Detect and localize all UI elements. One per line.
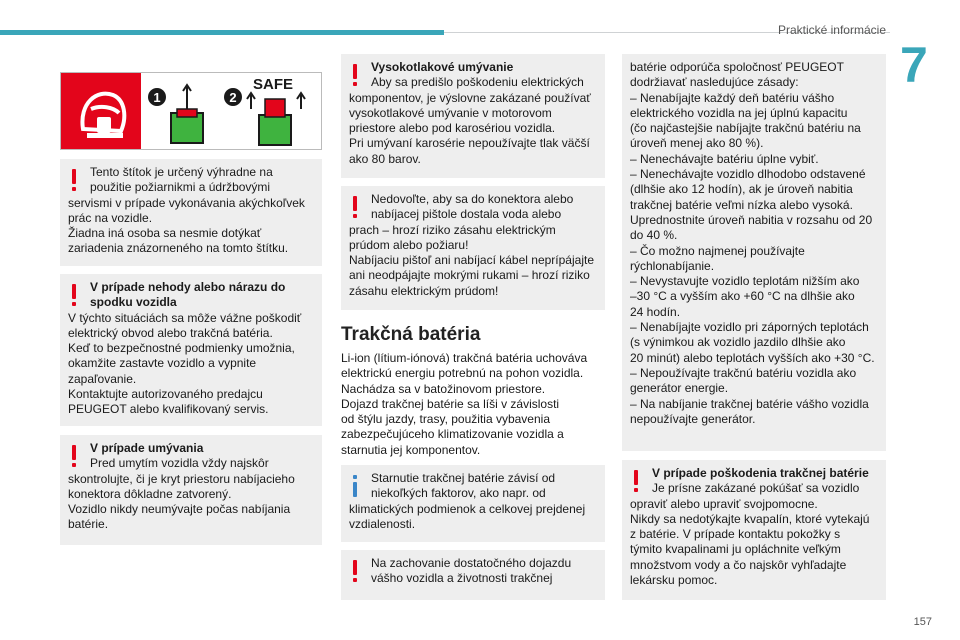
warning-heading: V prípade umývania — [90, 441, 204, 455]
battery-damage-warning-box — [622, 460, 886, 600]
warning-text-rest: batérie odporúča spoločnosť PEUGEOT dodržiavať nasledujúce zásady: – Nenabíjajte každý deň batériu vášho elektrického vozidla na jej úplnú kapacitu (čo najčastejšie nabíjajte trakčnú batériu na úroveň menej ako 80 %). – Nenechávajte batériu úplne vybiť. – Nenechávajte vozidlo dlhodobo odstavené (dlhšie ako 12 hodín), ak je úroveň nabitia trakčnej batérie veľmi nízka alebo vysoká. Uprednostnite úroveň nabitia v rozsahu od 20 do 40 %. – Čo možno najmenej používajte rýchlonabíjanie. – Nevystavujte vozidlo teplotám nižším ako –30 °C a vyšším ako +60 °C na dlhšie ako 24 hodín. – Nenabíjajte vozidlo pri záporných teplotách (s výnimkou ak vozidlo jazdilo dlhšie ako 20 minút) alebo teplotách vyšších ako +30 °C. – Nepoužívajte trakčnú batériu vozidla ako generátor energie. – Na nabíjanie trakčnej batérie vášho vozidla nepoužívajte generátor. — [630, 60, 875, 426]
firefighter-helmet-icon — [61, 73, 141, 150]
warning-text-rest: skontrolujte, či je kryt priestoru nabíjacieho konektora dôkladne zatvorený. Vozidlo nikdy neumývajte počas nabíjania batérie. — [68, 471, 295, 532]
firefighter-helmet-panel — [61, 73, 141, 150]
battery-care-warning-box — [341, 550, 605, 600]
figure-safe-label: SAFE — [252, 76, 294, 93]
warning-icon — [352, 196, 359, 218]
header-accent-bar — [0, 30, 444, 35]
warning-text-first: Tento štítok je určený výhradne na použitie požiarnikmi a údržbovými — [90, 165, 273, 195]
info-icon — [352, 475, 359, 497]
connector-water-warning-box — [341, 186, 605, 310]
warning-text-first: Nedovoľte, aby sa do konektora alebo nabíjacej pištole dostala voda alebo — [371, 192, 574, 222]
warning-text-first: Pred umytím vozidla vždy najskôr — [90, 456, 269, 471]
warning-text-rest: opraviť alebo upraviť svojpomocne. Nikdy sa nedotýkajte kvapalín, ktoré vytekajú z batérie. V prípade kontaktu pokožky s týmito kvapalinami ju opláchnite veľkým množstvom vody a čo najskôr vyhľadajte lekársku pomoc. — [630, 496, 870, 588]
warning-heading: V prípade poškodenia trakčnej batérie — [652, 466, 869, 480]
warning-icon — [633, 470, 640, 492]
pressure-wash-warning-box — [341, 54, 605, 178]
warning-text-first: Je prísne zakázané pokúšať sa vozidlo — [652, 481, 860, 496]
warning-text-first: Aby sa predišlo poškodeniu elektrických — [371, 75, 584, 90]
info-text-first: Starnutie trakčnej batérie závisí od niekoľkých faktorov, ako napr. od — [371, 471, 556, 501]
firefighter-label-figure — [60, 72, 322, 150]
info-text-rest: klimatických podmienok a celkovej prejdenej vzdialenosti. — [349, 501, 586, 531]
warning-text-rest: komponentov, je výslovne zakázané používať vysokotlakové umývanie v motorovom priestore alebo pod karosériou vozidla. Pri umývaní karosérie nepoužívajte tlak väčší ako 80 barov. — [349, 90, 591, 166]
firefighter-warning-box — [60, 159, 322, 266]
section-title: Trakčná batéria — [341, 324, 481, 345]
connector-diagram-icon — [143, 73, 322, 150]
warning-heading: Vysokotlakové umývanie — [371, 60, 514, 74]
washing-warning-box — [60, 435, 322, 545]
warning-heading: V prípade nehody alebo nárazu do spodku vozidla — [90, 280, 286, 310]
warning-text-rest: V týchto situáciách sa môže vážne poškodiť elektrický obvod alebo trakčná batéria. Keď to bezpečnostné podmienky umožnia, okamžite zastavte vozidlo a vypnite zapaľovanie. Kontaktujte autorizovaného predajcu PEUGEOT alebo kvalifikovaný servis. — [68, 310, 302, 417]
accident-warning-box — [60, 274, 322, 426]
page-header-title: Praktické informácie — [777, 23, 886, 37]
warning-icon — [352, 560, 359, 582]
battery-aging-info-box — [341, 465, 605, 542]
warning-icon — [71, 284, 78, 306]
page-number: 157 — [913, 616, 932, 628]
battery-paragraph: Li-ion (lítium-iónová) trakčná batéria uchováva elektrickú energiu potrebnú na pohon vozidla. Nachádza sa v batožinovom priestore. Dojazd trakčnej batérie sa líši v závislosti od štýlu jazdy, trasy, použitia vybavenia zabezpečujúceho klimatizovanie vozidla a starnutia jej komponentov. — [341, 351, 588, 457]
warning-icon — [352, 64, 359, 86]
warning-icon — [71, 445, 78, 467]
battery-care-warning-continued-box — [622, 54, 886, 451]
warning-text-rest: prach – hrozí riziko zásahu elektrickým prúdom alebo požiaru! Nabíjaciu pištoľ ani nabíjací kábel neprípájajte ani neodpájajte mokrými rukami – hrozí riziko zásahu elektrickým prúdom! — [349, 222, 594, 298]
warning-icon — [71, 169, 78, 191]
figure-label-1: 1 — [153, 90, 161, 105]
warning-text-rest: servismi v prípade vykonávania akýchkoľvek prác na vozidle. Žiadna iná osoba sa nesmie dotýkať zariadenia znázorneného na tomto štítku. — [68, 195, 305, 256]
figure-label-2: 2 — [229, 90, 237, 105]
chapter-number: 7 — [900, 37, 928, 93]
warning-text-first: Na zachovanie dostatočného dojazdu vášho vozidla a životnosti trakčnej — [371, 556, 572, 586]
